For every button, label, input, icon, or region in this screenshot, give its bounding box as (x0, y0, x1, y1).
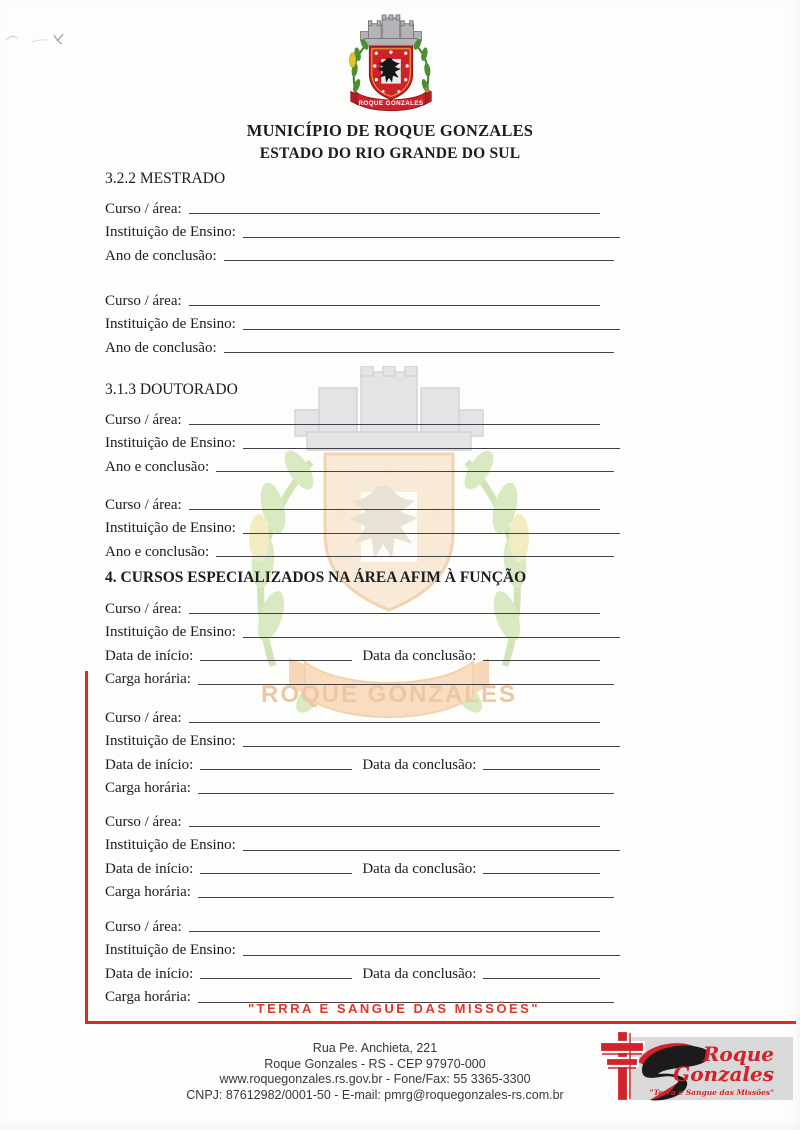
field-row-curso (105, 490, 600, 514)
field-row-carga (105, 878, 614, 902)
banner-text: ROQUE GONZALES (358, 100, 424, 108)
blank-line (483, 978, 600, 979)
blank-line (243, 850, 620, 851)
blank-line (189, 213, 600, 214)
field-row-datas (105, 854, 600, 878)
missionary-cross-icon (596, 1029, 648, 1103)
municipality-title: MUNICÍPIO DE ROQUE GONZALES (246, 121, 534, 140)
mural-crown-icon (361, 15, 422, 45)
blank-line (189, 305, 600, 306)
field-label-instituicao: Instituição de Ensino: (105, 733, 236, 749)
doutorado-block-2 (105, 490, 630, 561)
blank-line (198, 793, 614, 794)
curso-block-4 (105, 912, 630, 1006)
field-row-ano (105, 537, 614, 561)
blank-line (189, 722, 600, 723)
footer-city-cep: Roque Gonzales - RS - CEP 97970-000 (264, 1056, 486, 1071)
blank-line (243, 237, 620, 238)
field-label-carga: Carga horária: (105, 780, 191, 796)
curso-block-3 (105, 807, 630, 901)
field-label-curso: Curso / área: (105, 600, 182, 617)
field-label-carga: Carga horária: (105, 884, 191, 900)
field-row-instituicao (105, 310, 620, 334)
footer-cnpj-email: CNPJ: 87612982/0001-50 - E-mail: pmrg@roquegonzales-rs.com.br (186, 1087, 564, 1102)
field-row-ano (105, 333, 614, 357)
blank-line (189, 931, 600, 932)
section-title-cursos: 4. CURSOS ESPECIALIZADOS NA ÁREA AFIM À FUNÇÃO (105, 569, 527, 586)
section-title-doutorado: 3.1.3 DOUTORADO (105, 381, 238, 398)
field-label-carga: Carga horária: (105, 671, 191, 687)
field-label-data-inicio: Data de início: (105, 647, 194, 664)
blank-line (243, 955, 620, 956)
footer-web-phone: www.roquegonzales.rs.gov.br - Fone/Fax: 55 3365-3300 (219, 1072, 531, 1086)
field-label-instituicao: Instituição de Ensino: (105, 624, 236, 640)
field-row-ano (105, 452, 614, 476)
field-label-curso: Curso / área: (105, 292, 182, 309)
field-label-data-inicio: Data de início: (105, 860, 194, 877)
red-margin-line-vertical (85, 671, 88, 1024)
blank-line (483, 660, 600, 661)
field-label-curso: Curso / área: (105, 200, 182, 217)
field-label-curso: Curso / área: (105, 709, 182, 726)
field-label-data-inicio: Data de início: (105, 965, 194, 982)
field-row-instituicao (105, 514, 620, 538)
blank-line (483, 873, 600, 874)
mestrado-block-2 (105, 286, 630, 357)
field-row-curso (105, 194, 600, 218)
field-label-instituicao: Instituição de Ensino: (105, 520, 236, 536)
blank-line (200, 978, 352, 979)
field-label-instituicao: Instituição de Ensino: (105, 837, 236, 853)
logo-name-line1: Roque (702, 1042, 774, 1066)
field-row-curso (105, 703, 600, 727)
blank-line (200, 873, 352, 874)
pen-scribble-mark (2, 28, 92, 50)
shield-icon (369, 46, 412, 99)
blank-line (483, 769, 600, 770)
blank-line (243, 329, 620, 330)
field-row-instituicao (105, 429, 620, 453)
footer-street: Rua Pe. Anchieta, 221 (312, 1041, 438, 1055)
field-row-curso (105, 912, 600, 936)
field-row-curso (105, 405, 600, 429)
field-label-instituicao: Instituição de Ensino: (105, 316, 236, 332)
field-label-carga: Carga horária: (105, 989, 191, 1005)
blank-line (189, 509, 600, 510)
field-row-ano (105, 241, 614, 265)
blank-line (243, 448, 620, 449)
blank-line (189, 826, 600, 827)
blank-line (216, 471, 614, 472)
field-label-instituicao: Instituição de Ensino: (105, 942, 236, 958)
field-label-instituicao: Instituição de Ensino: (105, 435, 236, 451)
blank-line (200, 660, 352, 661)
doutorado-block-1 (105, 405, 630, 476)
field-row-instituicao (105, 618, 620, 642)
field-label-ano: Ano e conclusão: (105, 543, 210, 560)
field-label-ano: Ano de conclusão: (105, 247, 217, 264)
section-title-mestrado: 3.2.2 MESTRADO (105, 170, 226, 187)
field-row-datas (105, 750, 600, 774)
field-row-instituicao (105, 218, 620, 242)
field-row-instituicao (105, 936, 620, 960)
blank-line (224, 352, 614, 353)
field-row-instituicao (105, 831, 620, 855)
field-row-carga (105, 665, 614, 689)
blank-line (243, 533, 620, 534)
blank-line (200, 769, 352, 770)
field-row-datas (105, 959, 600, 983)
curso-block-1 (105, 594, 630, 688)
field-label-curso: Curso / área: (105, 411, 182, 428)
watermark-banner-text: ROQUE GONZALES (260, 681, 518, 708)
field-label-ano: Ano e conclusão: (105, 458, 210, 475)
curso-block-2 (105, 703, 630, 797)
blank-line (198, 897, 614, 898)
red-divider-line-horizontal (85, 1021, 796, 1024)
field-label-data-inicio: Data de início: (105, 756, 194, 773)
state-subtitle: ESTADO DO RIO GRANDE DO SUL (259, 145, 521, 162)
blank-line (189, 424, 600, 425)
field-label-curso: Curso / área: (105, 918, 182, 935)
field-row-curso (105, 807, 600, 831)
field-row-carga (105, 774, 614, 798)
field-label-instituicao: Instituição de Ensino: (105, 224, 236, 240)
field-row-instituicao (105, 727, 620, 751)
blank-line (198, 684, 614, 685)
coat-of-arms (337, 8, 445, 120)
blank-line (189, 613, 600, 614)
blank-line (243, 746, 620, 747)
field-label-curso: Curso / área: (105, 496, 182, 513)
field-label-data-conclusao: Data da conclusão: (362, 860, 477, 877)
logo-tagline: "Terra e Sangue das Missões" (649, 1088, 774, 1097)
field-label-ano: Ano de conclusão: (105, 339, 217, 356)
blank-line (224, 260, 614, 261)
mestrado-block-1 (105, 194, 630, 265)
field-label-curso: Curso / área: (105, 813, 182, 830)
field-label-data-conclusao: Data da conclusão: (362, 965, 477, 982)
field-label-data-conclusao: Data da conclusão: (362, 647, 477, 664)
blank-line (243, 637, 620, 638)
field-row-datas (105, 641, 600, 665)
logo-name-line2: Gonzales (673, 1062, 774, 1086)
field-row-curso (105, 594, 600, 618)
field-row-curso (105, 286, 600, 310)
blank-line (216, 556, 614, 557)
municipal-slogan: "TERRA E SANGUE DAS MISSÕES" (247, 1001, 541, 1016)
field-label-data-conclusao: Data da conclusão: (362, 756, 477, 773)
